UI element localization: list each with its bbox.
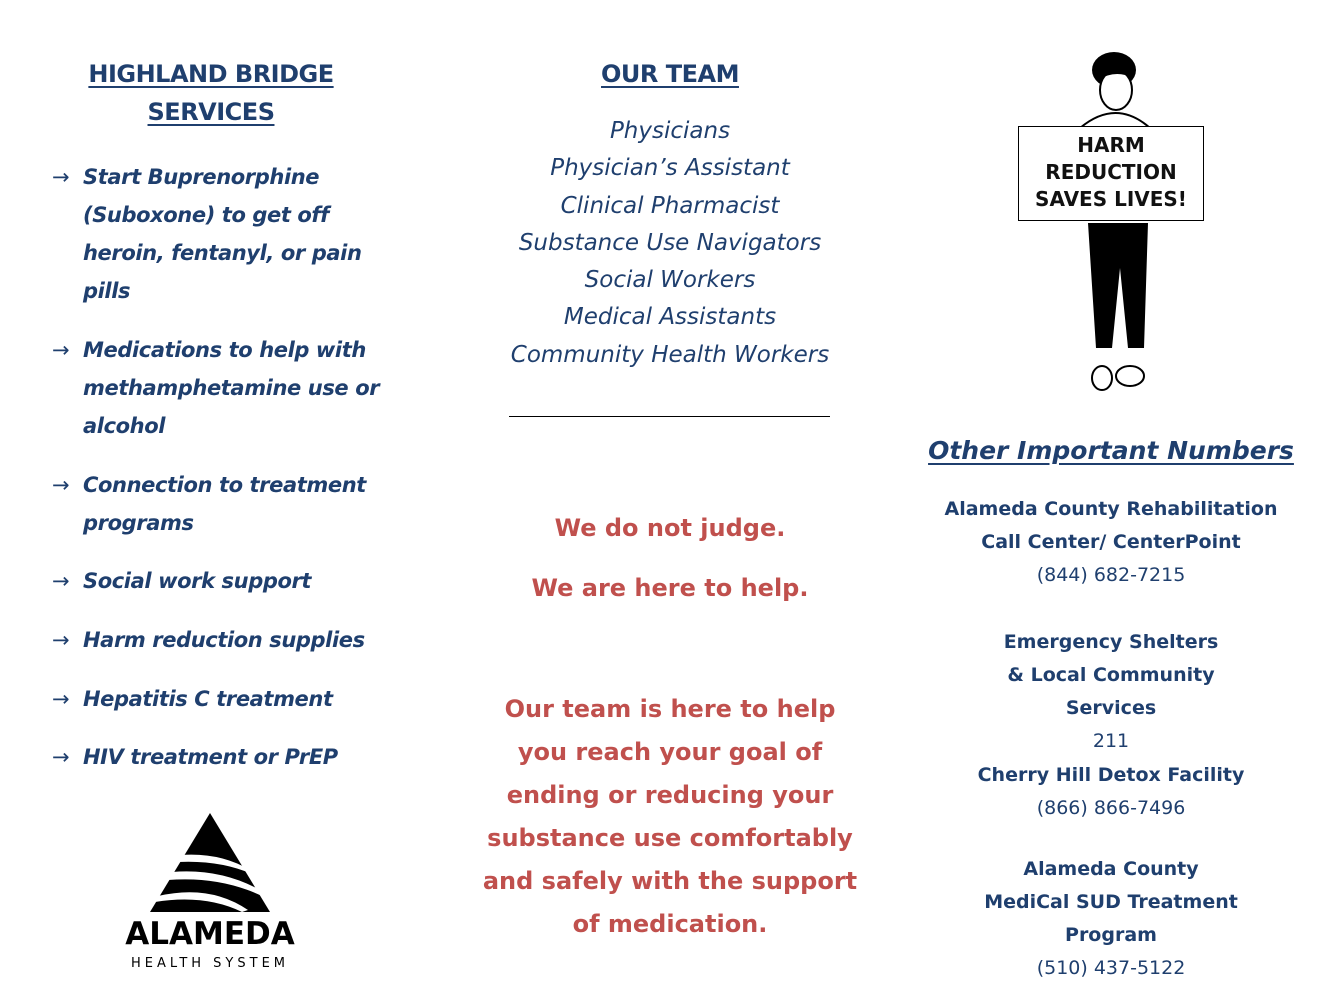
- team-member: Community Health Workers: [510, 341, 830, 368]
- services-title: HIGHLAND BRIDGE SERVICES: [88, 60, 334, 126]
- arrow-icon: →: [52, 338, 70, 362]
- team-list: [470, 113, 870, 374]
- harm-reduction-illustration: [1010, 48, 1220, 393]
- team-member: Physicians: [609, 118, 731, 144]
- arrow-icon: →: [52, 628, 70, 652]
- team-member: Physician’s Assistant: [550, 155, 790, 182]
- team-member: Social Workers: [584, 267, 756, 294]
- service-item: → Start Buprenorphine (Suboxone) to get off heroin, fentanyl, or pain pills: [52, 158, 382, 310]
- service-item: → Medications to help with methamphetamine use or alcohol: [52, 331, 392, 445]
- alameda-health-logo: ALAMEDA HEALTH SYSTEM: [110, 810, 310, 975]
- phone-number[interactable]: 211: [1092, 730, 1130, 752]
- no-judge-message: We do not judge.: [554, 514, 786, 542]
- team-member: Substance Use Navigators: [518, 229, 822, 256]
- arrow-icon: →: [52, 473, 70, 497]
- phone-number[interactable]: (866) 866-7496: [1036, 797, 1186, 819]
- service-item: → Social work support: [52, 562, 412, 600]
- divider: [509, 416, 830, 417]
- team-paragraph: Our team is here to help you reach your goal of ending or reducing your substance use comfortably and safely with the support of medication.: [482, 695, 858, 938]
- service-item: → Hepatitis C treatment: [52, 680, 412, 718]
- phone-number[interactable]: (844) 682-7215: [1036, 564, 1186, 586]
- arrow-icon: →: [52, 745, 70, 769]
- arrow-icon: →: [52, 569, 70, 593]
- team-title: OUR TEAM: [601, 60, 739, 88]
- here-to-help-message: We are here to help.: [531, 574, 809, 602]
- arrow-icon: →: [52, 687, 70, 711]
- arrow-icon: →: [52, 165, 70, 189]
- service-item: → Connection to treatment programs: [52, 466, 382, 542]
- numbers-title: Other Important Numbers: [928, 436, 1294, 465]
- number-entry: Alameda County MediCal SUD Treatment Program (510) 437-5122: [920, 853, 1302, 985]
- sign-board: HARM REDUCTION SAVES LIVES!: [1018, 126, 1204, 221]
- number-entry: Alameda County Rehabilitation Call Center/ CenterPoint (844) 682-7215: [920, 493, 1302, 592]
- team-member: Clinical Pharmacist: [560, 192, 780, 219]
- team-member: Medical Assistants: [563, 304, 777, 331]
- logo-triangle-icon: [110, 810, 310, 925]
- number-entry: Cherry Hill Detox Facility (866) 866-7496: [920, 759, 1302, 825]
- phone-number[interactable]: (510) 437-5122: [1036, 957, 1186, 979]
- service-item: → Harm reduction supplies: [52, 621, 412, 659]
- service-item: → HIV treatment or PrEP: [52, 738, 412, 776]
- number-entry: Emergency Shelters & Local Community Services 211: [920, 626, 1302, 758]
